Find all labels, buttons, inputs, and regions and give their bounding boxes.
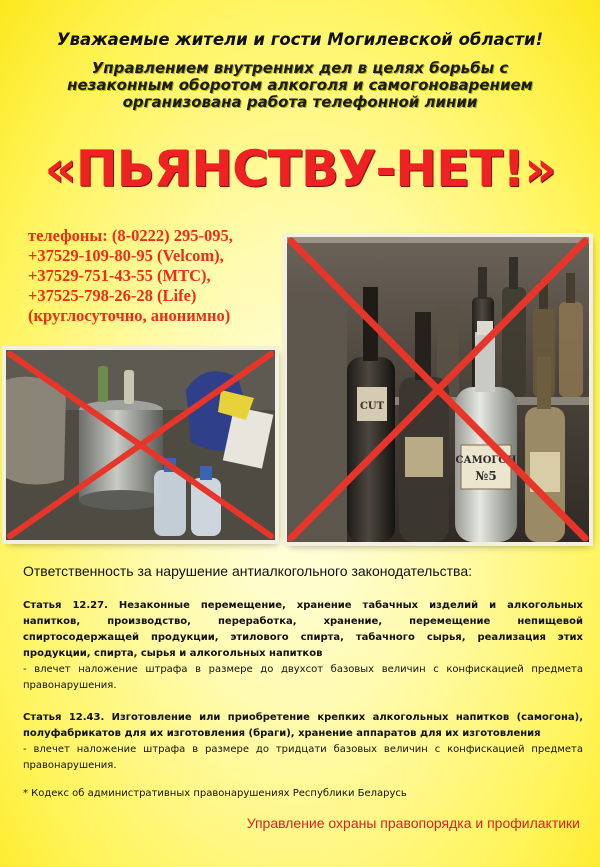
article-penalty: - влечет наложение штрафа в размере до тридцати базовых величин с конфискацией предмета правонарушения.	[23, 744, 583, 771]
article-prefix: Статья	[23, 600, 73, 611]
article-text: Изготовление или приобретение крепких алкогольных напитков (самогона), полуфабрикатов для их изготовления (браги), хранение аппаратов для их изготовления	[23, 712, 583, 739]
intro-line: Управлением внутренних дел в целях борьбы с	[91, 59, 509, 77]
intro-text	[20, 60, 580, 111]
article-prefix: Статья	[23, 712, 69, 723]
intro-line: организована работа телефонной линии	[122, 93, 478, 111]
footnote: * Кодекс об административных правонарушениях Республики Беларусь	[23, 788, 407, 799]
slogan-title: «ПЬЯНСТВУ-НЕТ!»	[44, 140, 556, 198]
bottles-photo	[287, 237, 589, 542]
greeting-heading: Уважаемые жители и гости Могилевской области!	[56, 30, 544, 49]
article-12-43	[23, 710, 583, 774]
seized-items-photo	[6, 350, 275, 540]
article-12-27	[23, 598, 583, 694]
article-penalty: - влечет наложение штрафа в размере до двухсот базовых величин с конфискацией предмета правонарушения.	[23, 664, 583, 691]
phone-line: +37525-798-26-28 (Life)	[28, 286, 197, 305]
phone-list	[28, 226, 288, 326]
responsibility-heading: Ответственность за нарушение антиалкогольного законодательства:	[23, 563, 473, 579]
bottle-label-text: САМОГОН	[455, 455, 517, 466]
article-number: 12.27.	[72, 600, 108, 611]
signature: Управление охраны правопорядка и профилактики	[246, 815, 580, 831]
phone-line: +37529-751-43-55 (МТС),	[28, 266, 211, 285]
bottle-label-text: №5	[475, 469, 497, 483]
phone-line: телефоны: (8-0222) 295-095,	[28, 226, 233, 245]
phone-line: +37529-109-80-95 (Velcom),	[28, 246, 224, 265]
phone-line: (круглосуточно, анонимно)	[28, 306, 231, 325]
article-number: 12.43.	[68, 712, 105, 723]
article-text: Незаконные перемещение, хранение табачных изделий и алкогольных напитков, производство, переработка, хранение, перемещение непищевой спиртосодержащей продукции, этилового спирта, табачного сырья, реализация этих продукции, спирта, сырья и алкогольных напитков	[23, 600, 583, 659]
bottle-label-text: CUT	[359, 401, 385, 412]
intro-line: незаконным оборотом алкоголя и самогоноварением	[67, 76, 533, 94]
